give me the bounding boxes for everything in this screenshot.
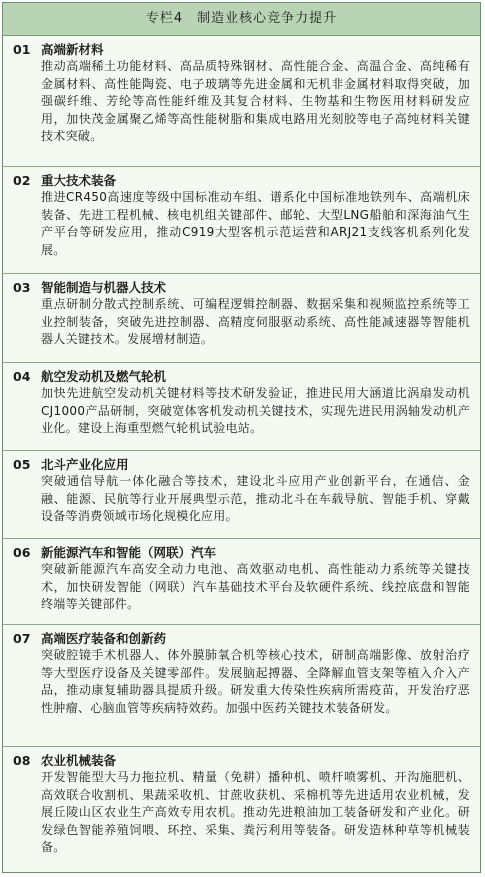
section-number: 04: [13, 368, 31, 384]
section-text: 推动高端稀土功能材料、高品质特殊钢材、高性能合金、高温合金、高纯稀有金属材料、高性能陶瓷、电子玻璃等先进金属和无机非金属材料取得突破，加强碳纤维、芳纶等高性能纤维及其复合材料、生物基和生物医用材料研发应用，加快茂金属聚乙烯等高性能树脂和集成电路用光刻胶等电子高纯材料关键技术突破。: [41, 59, 470, 144]
section-text: 开发智能型大马力拖拉机、精量（免耕）播种机、喷杆喷雾机、开沟施肥机、高效联合收割机、果蔬采收机、甘蔗收获机、采棉机等先进适用农业机械，发展丘陵山区农业生产高效专用农机。推动先进粮油加工装备研发和产业化。研发绿色智能养殖饲喂、环控、采集、粪污利用等装备。研发造林种草等机械装备。: [41, 770, 470, 855]
section-beidou: [3, 451, 480, 539]
section-heading: 新能源汽车和智能（网联）汽车: [41, 545, 217, 560]
section-agricultural-machinery: [3, 747, 480, 873]
section-heading: 北斗产业化应用: [41, 457, 129, 472]
section-heading: 重大技术装备: [41, 173, 117, 188]
section-aero-engine: [3, 363, 480, 451]
section-heading: 航空发动机及燃气轮机: [41, 369, 167, 384]
section-medical-equipment: [3, 625, 480, 747]
section-number: 01: [13, 41, 31, 57]
section-number: 03: [13, 279, 31, 295]
section-text: 加快先进航空发动机关键材料等技术研发验证，推进民用大涵道比涡扇发动机CJ1000产品研制，突破宽体客机发动机关键技术，实现先进民用涡轴发动机产业化。建设上海重型燃气轮机试验电站。: [41, 386, 470, 436]
section-number: 02: [13, 172, 31, 188]
section-new-energy-vehicles: [3, 539, 480, 625]
section-text: 重点研制分散式控制系统、可编程逻辑控制器、数据采集和视频监控系统等工业控制装备，突破先进控制器、高精度伺服驱动系统、高性能减速器等智能机器人关键技术。发展增材制造。: [41, 297, 470, 347]
section-number: 06: [13, 544, 31, 560]
section-intelligent-manufacturing: [3, 274, 480, 363]
section-heading: 农业机械装备: [41, 753, 117, 768]
section-number: 07: [13, 630, 31, 646]
feature-box: [2, 2, 481, 873]
section-number: 08: [13, 752, 31, 768]
section-number: 05: [13, 456, 31, 472]
section-advanced-materials: [3, 36, 480, 167]
section-heading: 智能制造与机器人技术: [41, 280, 167, 295]
section-text: 推进CR450高速度等级中国标准动车组、谱系化中国标准地铁列车、高端机床装备、先进工程机械、核电机组关键部件、邮轮、大型LNG船舶和深海油气生产平台等研发应用，推动C919大型客机示范运营和ARJ21支线客机系列化发展。: [41, 190, 470, 257]
section-text: 突破通信导航一体化融合等技术，建设北斗应用产业创新平台，在通信、金融、能源、民航等行业开展典型示范，推动北斗在车载导航、智能手机、穿戴设备等消费领域市场化规模化应用。: [41, 474, 470, 524]
section-major-equipment: [3, 167, 480, 274]
section-text: 突破腔镜手术机器人、体外膜肺氧合机等核心技术，研制高端影像、放射治疗等大型医疗设备及关键零部件。发展脑起搏器、全降解血管支架等植入介入产品，推动康复辅助器具提质升级。研发重大传染性疾病所需疫苗，开发治疗恶性肿瘤、心脑血管等疾病特效药。加强中医药关键技术装备研发。: [41, 648, 470, 715]
section-heading: 高端新材料: [41, 42, 104, 57]
box-title: 专栏4 制造业核心竞争力提升: [3, 3, 480, 36]
section-heading: 高端医疗装备和创新药: [41, 631, 167, 646]
section-text: 突破新能源汽车高安全动力电池、高效驱动电机、高性能动力系统等关键技术，加快研发智能（网联）汽车基础技术平台及软硬件系统、线控底盘和智能终端等关键部件。: [41, 562, 470, 612]
